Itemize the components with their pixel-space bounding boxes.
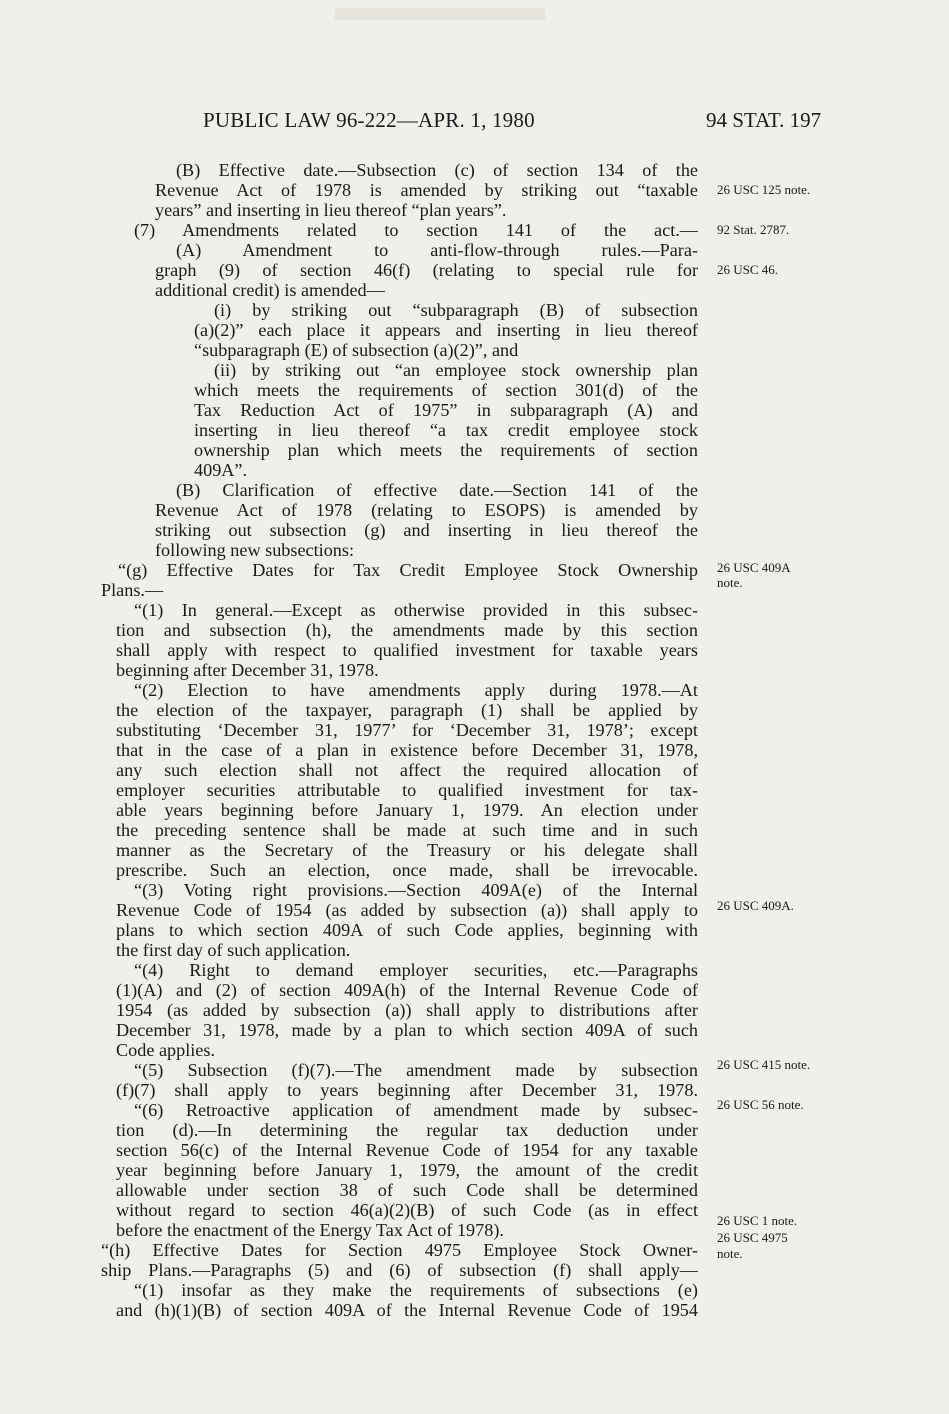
margin-note: 26 USC 46. (717, 262, 779, 277)
body-line: following new subsections: (155, 540, 355, 560)
body-line: “(5) Subsection (f)(7).—The amendment made by subsection (134, 1060, 698, 1080)
body-line: Code applies. (116, 1040, 216, 1060)
body-line: (f)(7) shall apply to years beginning after December 31, 1978. (116, 1080, 698, 1100)
body-line: inserting in lieu thereof “a tax credit employee stock (194, 420, 698, 440)
body-line: Tax Reduction Act of 1975” in subparagraph (A) and (194, 400, 698, 420)
body-line: the first day of such application. (116, 940, 351, 960)
header-title: PUBLIC LAW 96-222—APR. 1, 1980 (203, 108, 535, 132)
body-line: and (h)(1)(B) of section 409A of the Internal Revenue Code of 1954 (116, 1300, 698, 1320)
margin-note: 26 USC 125 note. (717, 182, 811, 197)
body-line: December 31, 1978, made by a plan to which section 409A of such (116, 1020, 698, 1040)
body-line: manner as the Secretary of the Treasury or his delegate shall (116, 840, 698, 860)
body-line: (ii) by striking out “an employee stock ownership plan (214, 360, 698, 380)
body-line: employer securities attributable to qualified investment for tax- (116, 780, 698, 800)
body-line: 1954 (as added by subsection (a)) shall apply to distributions after (116, 1000, 698, 1020)
margin-note: 26 USC 56 note. (717, 1097, 804, 1112)
body-line: “(6) Retroactive application of amendment made by subsec- (134, 1100, 698, 1120)
body-line: (i) by striking out “subparagraph (B) of subsection (214, 300, 698, 320)
body-line: beginning after December 31, 1978. (116, 660, 379, 680)
body-line: without regard to section 46(a)(2)(B) of such Code (as in effect (116, 1200, 698, 1220)
body-line: year beginning before January 1, 1979, the amount of the credit (116, 1160, 698, 1180)
margin-note: note. (717, 1246, 743, 1261)
body-line: (A) Amendment to anti-flow-through rules.—Para- (176, 240, 698, 260)
body-line: substituting ‘December 31, 1977’ for ‘December 31, 1978’; except (116, 720, 698, 740)
body-line: that in the case of a plan in existence before December 31, 1978, (116, 740, 698, 760)
body-line: “(1) In general.—Except as otherwise provided in this subsec- (134, 600, 698, 620)
bleed-through-mark (335, 8, 545, 20)
body-line: prescribe. Such an election, once made, shall be irrevocable. (116, 860, 698, 880)
body-line: able years beginning before January 1, 1979. An election under (116, 800, 698, 820)
body-line: Plans.— (101, 580, 164, 600)
body-line: “(4) Right to demand employer securities, etc.—Paragraphs (134, 960, 698, 980)
body-line: allowable under section 38 of such Code shall be determined (116, 1180, 698, 1200)
body-line: 409A”. (194, 460, 248, 480)
page-header (0, 108, 949, 138)
body-line: “subparagraph (E) of subsection (a)(2)”, and (194, 340, 519, 360)
body-line: the preceding sentence shall be made at such time and in such (116, 820, 698, 840)
header-stat-citation: 94 STAT. 197 (706, 108, 822, 132)
body-line: tion and subsection (h), the amendments made by this section (116, 620, 698, 640)
body-line: (1)(A) and (2) of section 409A(h) of the Internal Revenue Code of (116, 980, 698, 1000)
body-line: the election of the taxpayer, paragraph (1) shall be applied by (116, 700, 698, 720)
body-line: years” and inserting in lieu thereof “plan years”. (155, 200, 507, 220)
body-line: Revenue Act of 1978 is amended by striking out “taxable (155, 180, 698, 200)
margin-note: 26 USC 1 note. (717, 1213, 798, 1228)
body-line: ownership plan which meets the requirements of section (194, 440, 698, 460)
body-line: “(g) Effective Dates for Tax Credit Employee Stock Ownership (118, 560, 698, 580)
body-line: “(h) Effective Dates for Section 4975 Employee Stock Owner- (101, 1240, 698, 1260)
body-line: plans to which section 409A of such Code applies, beginning with (116, 920, 698, 940)
body-line: “(2) Election to have amendments apply during 1978.—At (134, 680, 698, 700)
body-line: additional credit) is amended— (155, 280, 385, 300)
margin-note: 26 USC 415 note. (717, 1057, 811, 1072)
body-line: Revenue Code of 1954 (as added by subsection (a)) shall apply to (116, 900, 698, 920)
margin-note: note. (717, 575, 743, 590)
body-line: ship Plans.—Paragraphs (5) and (6) of subsection (f) shall apply— (101, 1260, 698, 1280)
body-line: (7) Amendments related to section 141 of the act.— (134, 220, 698, 240)
body-line: (B) Effective date.—Subsection (c) of section 134 of the (176, 160, 698, 180)
body-line: before the enactment of the Energy Tax Act of 1978). (116, 1220, 504, 1240)
body-line: which meets the requirements of section 301(d) of the (194, 380, 698, 400)
margin-note: 26 USC 409A. (717, 898, 794, 913)
body-line: “(3) Voting right provisions.—Section 409A(e) of the Internal (134, 880, 698, 900)
body-line: section 56(c) of the Internal Revenue Code of 1954 for any taxable (116, 1140, 698, 1160)
body-line: shall apply with respect to qualified investment for taxable years (116, 640, 698, 660)
body-line: (B) Clarification of effective date.—Section 141 of the (176, 480, 698, 500)
margin-note: 92 Stat. 2787. (717, 222, 790, 237)
body-line: “(1) insofar as they make the requirements of subsections (e) (134, 1280, 698, 1300)
body-line: striking out subsection (g) and inserting in lieu thereof the (155, 520, 698, 540)
body-line: graph (9) of section 46(f) (relating to special rule for (155, 260, 698, 280)
body-line: any such election shall not affect the required allocation of (116, 760, 698, 780)
body-line: Revenue Act of 1978 (relating to ESOPS) is amended by (155, 500, 698, 520)
margin-note: 26 USC 4975 (717, 1230, 788, 1245)
body-line: tion (d).—In determining the regular tax deduction under (116, 1120, 698, 1140)
margin-note: 26 USC 409A (717, 560, 791, 575)
body-line: (a)(2)” each place it appears and inserting in lieu thereof (194, 320, 698, 340)
